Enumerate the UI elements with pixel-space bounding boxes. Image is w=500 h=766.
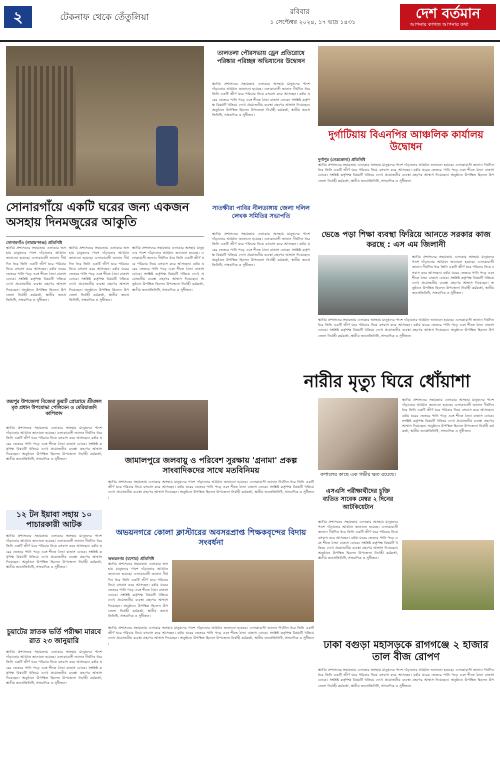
divider: [6, 236, 204, 237]
story2-text: স্থানীয় প্রশাসনের সহায়তায় এলাকার অসহায় মানুষদের পাশে দাঁড়ানোর আহ্বান জানানো হয়েছে। এলাকাবাসী জানান দীর্ঘদিন ধরে তিনি একটি জীর্ণ ঘরে পরিবার নিয়ে বসবাস করে আসছেন। বর্ষায় ঘরের ভেতরে পানি পড়ে এবং শীতে ঠান্ডা বাতাস ঢোকে। সংশ্লিষ্ট কর্তৃপক্ষ বিষয়টি খতিয়ে দেখে প্রয়োজনীয় ব্যবস্থা গ্রহণের আশ্বাস দিয়েছেন। অনুষ্ঠানে উপস্থিত ছিলেন উপজেলা নির্বাহী কর্মকর্তা, স্থানীয় জনপ্রতিনিধি, সাংবাদিক ও সুধীজন।: [212, 82, 310, 118]
story2-headline: তালতলা পৌরসভায় ড্রেন প্রতিরোধে পরিষ্কার পরিচ্ছন্ন অভিযানের উদ্বোধন: [217, 50, 305, 65]
story1-byline: সোনারগাঁও (নারায়ণগঞ্জ) প্রতিনিধি: [6, 240, 63, 245]
woman-photo: [318, 398, 398, 470]
story5-headline: ভেঙে পড়া শিক্ষা ব্যবস্থা ফিরিয়ে আনতে সরকার কাজ করছে : এস এম জিলানী: [321, 230, 491, 249]
story4-text: স্থানীয় প্রশাসনের সহায়তায় এলাকার অসহায় মানুষদের পাশে দাঁড়ানোর আহ্বান জানানো হয়েছে। এলাকাবাসী জানান দীর্ঘদিন ধরে তিনি একটি জীর্ণ ঘরে পরিবার নিয়ে বসবাস করে আসছেন। বর্ষায় ঘরের ভেতরে পানি পড়ে এবং শীতে ঠান্ডা বাতাস ঢোকে। সংশ্লিষ্ট কর্তৃপক্ষ বিষয়টি খতিয়ে দেখে প্রয়োজনীয় ব্যবস্থা গ্রহণের আশ্বাস দিয়েছেন। অনুষ্ঠানে উপস্থিত ছিলেন উপজেলা নির্বাহী কর্মকর্তা, স্থানীয় জনপ্রতিনিধি, সাংবাদিক ও সুধীজন।: [212, 232, 310, 268]
section-title: টেকনাফ থেকে তেঁতুলিয়া: [60, 13, 149, 23]
shack-photo: [6, 46, 204, 196]
page-number: ২: [4, 6, 32, 28]
story8-headline: অভয়নগরে কোলা ক্লাস্টারের অবসরপ্রাপ্ত শিক্ষকবৃন্দের বিদায় সংবর্ধনা: [115, 528, 307, 547]
story9-text: স্থানীয় প্রশাসনের সহায়তায় এলাকার অসহায় মানুষদের পাশে দাঁড়ানোর আহ্বান জানানো হয়েছে। এলাকাবাসী জানান দীর্ঘদিন ধরে তিনি একটি জীর্ণ ঘরে পরিবার নিয়ে বসবাস করে আসছেন। বর্ষায় ঘরের ভেতরে পানি পড়ে এবং শীতে ঠান্ডা বাতাস ঢোকে। সংশ্লিষ্ট কর্তৃপক্ষ বিষয়টি খতিয়ে দেখে প্রয়োজনীয় ব্যবস্থা গ্রহণের আশ্বাস দিয়েছেন। অনুষ্ঠানে উপস্থিত ছিলেন উপজেলা নির্বাহী কর্মকর্তা, স্থানীয় জনপ্রতিনিধি, সাংবাদিক ও সুধীজন।: [6, 426, 102, 462]
meeting-photo-2: [108, 400, 208, 450]
speaker-photo: [318, 255, 408, 315]
masthead-tagline: আপনার কাগজ আপনার কথা: [410, 22, 469, 28]
story1-headline: সোনারগাঁয়ে একটি ঘরের জন্য একজন অসহায় দিনমজুরের আকুতি: [6, 200, 190, 229]
story9-headline: জয়পুর উপজেলা বিজেমা ডুয়ার্ট প্রোগ্রামে শ্রীমঙ্গল মৃত প্রধান উপযোদ্ধা পেলিমেন ও মেরিয়াগুদি কাপিতাদ: [6, 400, 102, 417]
header-day: রবিবার: [290, 8, 310, 16]
masthead-logo: দেশ বর্তমান: [400, 4, 496, 30]
story7-text: স্থানীয় প্রশাসনের সহায়তায় এলাকার অসহায় মানুষদের পাশে দাঁড়ানোর আহ্বান জানানো হয়েছে। এলাকাবাসী জানান দীর্ঘদিন ধরে তিনি একটি জীর্ণ ঘরে পরিবার নিয়ে বসবাস করে আসছেন। বর্ষায় ঘরের ভেতরে পানি পড়ে এবং শীতে ঠান্ডা বাতাস ঢোকে। সংশ্লিষ্ট কর্তৃপক্ষ বিষয়টি খতিয়ে দেখে প্রয়োজনীয় ব্যবস্থা গ্রহণের আশ্বাস দিয়েছেন। অনুষ্ঠানে উপস্থিত ছিলেন উপজেলা নির্বাহী কর্মকর্তা, স্থানীয় জনপ্রতিনিধি, সাংবাদিক ও সুধীজন।: [108, 480, 314, 500]
header-date: ১ সেপ্টেম্বর ২০২৪, ১৭ ভাদ্র ১৪৩১: [270, 19, 356, 26]
person-figure: [156, 126, 178, 186]
story13-headline: ঢাকা বগুড়া মহাসড়কে রাগগঞ্জে ২ হাজার তাল বীজ রোপণ: [323, 640, 489, 663]
award-photo: [172, 560, 314, 622]
story8-byline: অভয়নগর (যশোর) প্রতিনিধি: [108, 556, 155, 561]
story8-text: স্থানীয় প্রশাসনের সহায়তায় এলাকার অসহায় মানুষদের পাশে দাঁড়ানোর আহ্বান জানানো হয়েছে। এলাকাবাসী জানান দীর্ঘদিন ধরে তিনি একটি জীর্ণ ঘরে পরিবার নিয়ে বসবাস করে আসছেন। বর্ষায় ঘরের ভেতরে পানি পড়ে এবং শীতে ঠান্ডা বাতাস ঢোকে। সংশ্লিষ্ট কর্তৃপক্ষ বিষয়টি খতিয়ে দেখে প্রয়োজনীয় ব্যবস্থা গ্রহণের আশ্বাস দিয়েছেন। অনুষ্ঠানে উপস্থিত ছিলেন উপজেলা নির্বাহী কর্মকর্তা, স্থানীয় জনপ্রতিনিধি, সাংবাদিক ও সুধীজন।: [108, 562, 168, 619]
story7-headline: জামালপুরে জলবায়ু ও পরিবেশ সুরক্ষায় 'গ্রনামা' প্রকল্প সাংবাদিকদের সাথে মতবিনিময়: [124, 456, 298, 475]
story11-headline: চুয়াটের স্নাতক ভর্তি পরীক্ষা মারবে রাত ২৩ জানুয়ারি: [6, 628, 102, 645]
story5-text: স্থানীয় প্রশাসনের সহায়তায় এলাকার অসহায় মানুষদের পাশে দাঁড়ানোর আহ্বান জানানো হয়েছে। এলাকাবাসী জানান দীর্ঘদিন ধরে তিনি একটি জীর্ণ ঘরে পরিবার নিয়ে বসবাস করে আসছেন। বর্ষায় ঘরের ভেতরে পানি পড়ে এবং শীতে ঠান্ডা বাতাস ঢোকে। সংশ্লিষ্ট কর্তৃপক্ষ বিষয়টি খতিয়ে দেখে প্রয়োজনীয় ব্যবস্থা গ্রহণের আশ্বাস দিয়েছেন। অনুষ্ঠানে উপস্থিত ছিলেন উপজেলা নির্বাহী কর্মকর্তা, স্থানীয় জনপ্রতিনিধি, সাংবাদিক ও সুধীজন।: [412, 255, 494, 296]
story1-col2: স্থানীয় প্রশাসনের সহায়তায় এলাকার অসহায় মানুষদের পাশে দাঁড়ানোর আহ্বান জানানো হয়েছে। এলাকাবাসী জানান দীর্ঘদিন ধরে তিনি একটি জীর্ণ ঘরে পরিবার নিয়ে বসবাস করে আসছেন। বর্ষায় ঘরের ভেতরে পানি পড়ে এবং শীতে ঠান্ডা বাতাস ঢোকে। সংশ্লিষ্ট কর্তৃপক্ষ বিষয়টি খতিয়ে দেখে প্রয়োজনীয় ব্যবস্থা গ্রহণের আশ্বাস দিয়েছেন। অনুষ্ঠানে উপস্থিত ছিলেন উপজেলা নির্বাহী কর্মকর্তা, স্থানীয় জনপ্রতিনিধি, সাংবাদিক ও সুধীজন।: [69, 246, 129, 303]
story8-text2: স্থানীয় প্রশাসনের সহায়তায় এলাকার অসহায় মানুষদের পাশে দাঁড়ানোর আহ্বান জানানো হয়েছে। এলাকাবাসী জানান দীর্ঘদিন ধরে তিনি একটি জীর্ণ ঘরে পরিবার নিয়ে বসবাস করে আসছেন। বর্ষায় ঘরের ভেতরে পানি পড়ে এবং শীতে ঠান্ডা বাতাস ঢোকে। সংশ্লিষ্ট কর্তৃপক্ষ বিষয়টি খতিয়ে দেখে প্রয়োজনীয় ব্যবস্থা গ্রহণের আশ্বাস দিয়েছেন। অনুষ্ঠানে উপস্থিত ছিলেন উপজেলা নির্বাহী কর্মকর্তা, স্থানীয় জনপ্রতিনিধি, সাংবাদিক ও সুধীজন।: [108, 626, 314, 646]
meeting-photo: [318, 46, 494, 126]
story3-text: স্থানীয় প্রশাসনের সহায়তায় এলাকার অসহায় মানুষদের পাশে দাঁড়ানোর আহ্বান জানানো হয়েছে। এলাকাবাসী জানান দীর্ঘদিন ধরে তিনি একটি জীর্ণ ঘরে পরিবার নিয়ে বসবাস করে আসছেন। বর্ষায় ঘরের ভেতরে পানি পড়ে এবং শীতে ঠান্ডা বাতাস ঢোকে। সংশ্লিষ্ট কর্তৃপক্ষ বিষয়টি খতিয়ে দেখে প্রয়োজনীয় ব্যবস্থা গ্রহণের আশ্বাস দিয়েছেন। অনুষ্ঠানে উপস্থিত ছিলেন উপজেলা নির্বাহী কর্মকর্তা, স্থানীয় জনপ্রতিনিধি, সাংবাদিক ও সুধীজন।: [318, 163, 494, 183]
planting-photo: [402, 540, 494, 610]
story4-headline: সাতক্ষীরা পাবির নীলডাঙ্গায় জেলা দলিল লেখক সমিতির সভাপতি: [212, 205, 310, 220]
story1-col3: স্থানীয় প্রশাসনের সহায়তায় এলাকার অসহায় মানুষদের পাশে দাঁড়ানোর আহ্বান জানানো হয়েছে। এলাকাবাসী জানান দীর্ঘদিন ধরে তিনি একটি জীর্ণ ঘরে পরিবার নিয়ে বসবাস করে আসছেন। বর্ষায় ঘরের ভেতরে পানি পড়ে এবং শীতে ঠান্ডা বাতাস ঢোকে। সংশ্লিষ্ট কর্তৃপক্ষ বিষয়টি খতিয়ে দেখে প্রয়োজনীয় ব্যবস্থা গ্রহণের আশ্বাস দিয়েছেন। অনুষ্ঠানে উপস্থিত ছিলেন উপজেলা নির্বাহী কর্মকর্তা, স্থানীয় জনপ্রতিনিধি, সাংবাদিক ও সুধীজন।: [132, 246, 204, 292]
story6-text: স্থানীয় প্রশাসনের সহায়তায় এলাকার অসহায় মানুষদের পাশে দাঁড়ানোর আহ্বান জানানো হয়েছে। এলাকাবাসী জানান দীর্ঘদিন ধরে তিনি একটি জীর্ণ ঘরে পরিবার নিয়ে বসবাস করে আসছেন। বর্ষায় ঘরের ভেতরে পানি পড়ে এবং শীতে ঠান্ডা বাতাস ঢোকে। সংশ্লিষ্ট কর্তৃপক্ষ বিষয়টি খতিয়ে দেখে প্রয়োজনীয় ব্যবস্থা গ্রহণের আশ্বাস দিয়েছেন। অনুষ্ঠানে উপস্থিত ছিলেন উপজেলা নির্বাহী কর্মকর্তা, স্থানীয় জনপ্রতিনিধি, সাংবাদিক ও সুধীজন।: [402, 398, 494, 434]
story11-text: স্থানীয় প্রশাসনের সহায়তায় এলাকার অসহায় মানুষদের পাশে দাঁড়ানোর আহ্বান জানানো হয়েছে। এলাকাবাসী জানান দীর্ঘদিন ধরে তিনি একটি জীর্ণ ঘরে পরিবার নিয়ে বসবাস করে আসছেন। বর্ষায় ঘরের ভেতরে পানি পড়ে এবং শীতে ঠান্ডা বাতাস ঢোকে। সংশ্লিষ্ট কর্তৃপক্ষ বিষয়টি খতিয়ে দেখে প্রয়োজনীয় ব্যবস্থা গ্রহণের আশ্বাস দিয়েছেন। অনুষ্ঠানে উপস্থিত ছিলেন উপজেলা নির্বাহী কর্মকর্তা, স্থানীয় জনপ্রতিনিধি, সাংবাদিক ও সুধীজন।: [6, 650, 102, 686]
story10-headline: ১২ টন ইয়াবা সহায় ১০ পাচারকারী আটক: [6, 510, 102, 530]
wall-texture: [16, 66, 76, 186]
story6-headline: নারীর মৃত্যু ঘিরে ধোঁয়াশা: [303, 372, 471, 392]
story12-headline: এসএসি পরীক্ষার্থীদের চুক্তি ব্যতিত সাবেক মেম্বর ২ দিনের আটকিয়েটান: [322, 488, 394, 511]
story10-text: স্থানীয় প্রশাসনের সহায়তায় এলাকার অসহায় মানুষদের পাশে দাঁড়ানোর আহ্বান জানানো হয়েছে। এলাকাবাসী জানান দীর্ঘদিন ধরে তিনি একটি জীর্ণ ঘরে পরিবার নিয়ে বসবাস করে আসছেন। বর্ষায় ঘরের ভেতরে পানি পড়ে এবং শীতে ঠান্ডা বাতাস ঢোকে। সংশ্লিষ্ট কর্তৃপক্ষ বিষয়টি খতিয়ে দেখে প্রয়োজনীয় ব্যবস্থা গ্রহণের আশ্বাস দিয়েছেন। অনুষ্ঠানে উপস্থিত ছিলেন উপজেলা নির্বাহী কর্মকর্তা, স্থানীয় জনপ্রতিনিধি, সাংবাদিক ও সুধীজন।: [6, 534, 102, 570]
story12-text: স্থানীয় প্রশাসনের সহায়তায় এলাকার অসহায় মানুষদের পাশে দাঁড়ানোর আহ্বান জানানো হয়েছে। এলাকাবাসী জানান দীর্ঘদিন ধরে তিনি একটি জীর্ণ ঘরে পরিবার নিয়ে বসবাস করে আসছেন। বর্ষায় ঘরের ভেতরে পানি পড়ে এবং শীতে ঠান্ডা বাতাস ঢোকে। সংশ্লিষ্ট কর্তৃপক্ষ বিষয়টি খতিয়ে দেখে প্রয়োজনীয় ব্যবস্থা গ্রহণের আশ্বাস দিয়েছেন। অনুষ্ঠানে উপস্থিত ছিলেন উপজেলা নির্বাহী কর্মকর্তা, স্থানীয় জনপ্রতিনিধি, সাংবাদিক ও সুধীজন।: [318, 520, 398, 561]
story5-text2: স্থানীয় প্রশাসনের সহায়তায় এলাকার অসহায় মানুষদের পাশে দাঁড়ানোর আহ্বান জানানো হয়েছে। এলাকাবাসী জানান দীর্ঘদিন ধরে তিনি একটি জীর্ণ ঘরে পরিবার নিয়ে বসবাস করে আসছেন। বর্ষায় ঘরের ভেতরে পানি পড়ে এবং শীতে ঠান্ডা বাতাস ঢোকে। সংশ্লিষ্ট কর্তৃপক্ষ বিষয়টি খতিয়ে দেখে প্রয়োজনীয় ব্যবস্থা গ্রহণের আশ্বাস দিয়েছেন। অনুষ্ঠানে উপস্থিত ছিলেন উপজেলা নির্বাহী কর্মকর্তা, স্থানীয় জনপ্রতিনিধি, সাংবাদিক ও সুধীজন।: [318, 318, 494, 338]
story3-headline: দুর্গাটিয়ায় বিএনপির আঞ্চলিক কার্যালয় উদ্বোধন: [328, 130, 484, 153]
story6-caption: কপালের কাছে এক গভীর ক্ষত রয়েছে।: [320, 472, 396, 478]
story3-byline: দুর্গাপুর (নেত্রকোনা) প্রতিনিধি: [318, 157, 366, 162]
page-header: [0, 0, 500, 42]
story13-text: স্থানীয় প্রশাসনের সহায়তায় এলাকার অসহায় মানুষদের পাশে দাঁড়ানোর আহ্বান জানানো হয়েছে। এলাকাবাসী জানান দীর্ঘদিন ধরে তিনি একটি জীর্ণ ঘরে পরিবার নিয়ে বসবাস করে আসছেন। বর্ষায় ঘরের ভেতরে পানি পড়ে এবং শীতে ঠান্ডা বাতাস ঢোকে। সংশ্লিষ্ট কর্তৃপক্ষ বিষয়টি খতিয়ে দেখে প্রয়োজনীয় ব্যবস্থা গ্রহণের আশ্বাস দিয়েছেন। অনুষ্ঠানে উপস্থিত ছিলেন উপজেলা নির্বাহী কর্মকর্তা, স্থানীয় জনপ্রতিনিধি, সাংবাদিক ও সুধীজন।: [318, 668, 494, 688]
story1-col1: স্থানীয় প্রশাসনের সহায়তায় এলাকার অসহায় মানুষদের পাশে দাঁড়ানোর আহ্বান জানানো হয়েছে। এলাকাবাসী জানান দীর্ঘদিন ধরে তিনি একটি জীর্ণ ঘরে পরিবার নিয়ে বসবাস করে আসছেন। বর্ষায় ঘরের ভেতরে পানি পড়ে এবং শীতে ঠান্ডা বাতাস ঢোকে। সংশ্লিষ্ট কর্তৃপক্ষ বিষয়টি খতিয়ে দেখে প্রয়োজনীয় ব্যবস্থা গ্রহণের আশ্বাস দিয়েছেন। অনুষ্ঠানে উপস্থিত ছিলেন উপজেলা নির্বাহী কর্মকর্তা, স্থানীয় জনপ্রতিনিধি, সাংবাদিক ও সুধীজন।: [6, 246, 66, 303]
